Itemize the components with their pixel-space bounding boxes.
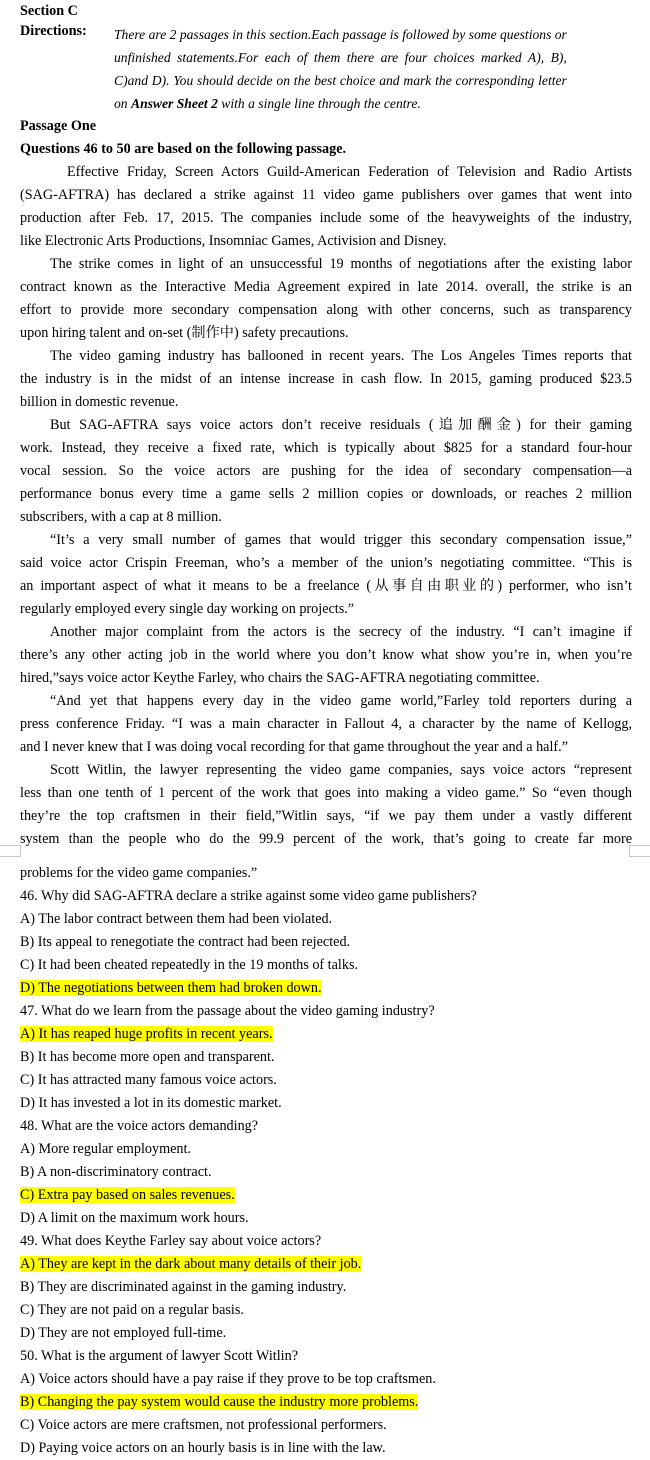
answer-option	[20, 1023, 632, 1046]
option-text: C) Voice actors are mere craftsmen, not professional performers.	[20, 1417, 387, 1433]
passage-line: Effective Friday, Screen Actors Guild-American Federation of Television and Radio Artists	[67, 164, 632, 180]
answer-option	[20, 1368, 632, 1391]
passage-line: upon hiring talent and on-set (制作中) safety precautions.	[20, 325, 349, 341]
directions-line: on Answer Sheet 2 with a single line through the centre.	[114, 96, 421, 111]
answer-option	[20, 1184, 632, 1207]
answer-option	[20, 1069, 632, 1092]
passage-line: billion in domestic revenue.	[20, 394, 179, 410]
option-text: D) They are not employed full-time.	[20, 1325, 227, 1341]
passage-line: said voice actor Crispin Freeman, who’s a member of the union’s negotiating committee. “This is	[20, 555, 632, 571]
option-text: B) It has become more open and transparent.	[20, 1049, 275, 1065]
highlighted-answer: B) Changing the pay system would cause the industry more problems.	[20, 1394, 419, 1410]
answer-option	[20, 1253, 632, 1276]
questions-header: Questions 46 to 50 are based on the following passage.	[20, 141, 347, 157]
question-stem: 49. What does Keythe Farley say about voice actors?	[20, 1233, 322, 1249]
question-list	[20, 885, 632, 1460]
answer-option	[20, 977, 632, 1000]
passage-line: The video gaming industry has ballooned in recent years. The Los Angeles Times reports that	[50, 348, 632, 364]
question-stem: 50. What is the argument of lawyer Scott Witlin?	[20, 1348, 298, 1364]
answer-option	[20, 908, 632, 931]
passage-line: like Electronic Arts Productions, Insomniac Games, Activision and Disney.	[20, 233, 447, 249]
option-text: A) Voice actors should have a pay raise if they prove to be top craftsmen.	[20, 1371, 436, 1387]
passage-line: and I never knew that I was doing vocal recording for that game throughout the year and a half.”	[20, 739, 568, 755]
answer-option	[20, 1276, 632, 1299]
passage-line: less than one tenth of 1 percent of the work that goes into making a video game.” So “even though	[20, 785, 632, 801]
answer-option	[20, 954, 632, 977]
passage-line: system than the people who do the 99.9 percent of the work, that’s going to create far more	[20, 831, 632, 847]
answer-option	[20, 1092, 632, 1115]
answer-option	[20, 1414, 632, 1437]
passage-title: Passage One	[20, 118, 97, 134]
question-stem: 48. What are the voice actors demanding?	[20, 1118, 259, 1134]
directions-line: unfinished statements.For each of them there are four choices marked A), B),	[114, 50, 567, 65]
question-stem: 47. What do we learn from the passage about the video gaming industry?	[20, 1003, 435, 1019]
passage-line: But SAG-AFTRA says voice actors don’t receive residuals (追加酬金) for their gaming	[50, 417, 632, 433]
passage-line: subscribers, with a cap at 8 million.	[20, 509, 222, 525]
highlighted-answer: D) The negotiations between them had broken down.	[20, 980, 322, 996]
passage-line: effort to provide more secondary compensation along with other concerns, such as transparency	[20, 302, 632, 318]
option-text: B) They are discriminated against in the gaming industry.	[20, 1279, 347, 1295]
passage-line: the industry is in the midst of an intense increase in cash flow. In 2015, gaming produced $23.5	[20, 371, 632, 387]
passage-line: an important aspect of what it means to be a freelance (从事自由职业的) performer, who isn’t	[20, 578, 632, 594]
option-text: D) A limit on the maximum work hours.	[20, 1210, 249, 1226]
passage-line: work. Instead, they receive a fixed rate, which is typically about $825 for a standard four-hour	[20, 440, 632, 456]
option-text: A) More regular employment.	[20, 1141, 191, 1157]
question-stem: 46. Why did SAG-AFTRA declare a strike against some video game publishers?	[20, 888, 477, 904]
highlighted-answer: C) Extra pay based on sales revenues.	[20, 1187, 235, 1203]
passage-line: The strike comes in light of an unsuccessful 19 months of negotiations after the existing labor	[50, 256, 632, 272]
answer-option	[20, 1207, 632, 1230]
directions-label: Directions:	[20, 23, 87, 39]
option-text: C) It had been cheated repeatedly in the 19 months of talks.	[20, 957, 359, 973]
option-text: B) Its appeal to renegotiate the contract had been rejected.	[20, 934, 351, 950]
answer-option	[20, 931, 632, 954]
directions-text	[114, 23, 567, 115]
passage-line: hired,”says voice actor Keythe Farley, who chairs the SAG-AFTRA negotiating committee.	[20, 670, 540, 686]
directions-line: C)and D). You should decide on the best choice and mark the corresponding letter	[114, 73, 567, 88]
option-text: C) It has attracted many famous voice actors.	[20, 1072, 277, 1088]
page-break	[0, 845, 650, 857]
answer-option	[20, 1391, 632, 1414]
passage-line: press conference Friday. “I was a main character in Fallout 4, a character by the name of Kellogg,	[20, 716, 632, 732]
passage-line: (SAG-AFTRA) has declared a strike against 11 video game publishers over games that went into	[20, 187, 632, 203]
answer-option	[20, 1322, 632, 1345]
passage-line: Another major complaint from the actors is the secrecy of the industry. “I can’t imagine if	[50, 624, 632, 640]
page-corner-mark	[629, 845, 650, 857]
passage-line: “And yet that happens every day in the video game world,”Farley told reporters during a	[50, 693, 632, 709]
passage-line: problems for the video game companies.”	[20, 865, 258, 881]
page-corner-mark	[0, 845, 21, 857]
passage-line: regularly employed every single day working on projects.”	[20, 601, 355, 617]
passage-line: vocal session. So the voice actors are pushing for the idea of secondary compensation—a	[20, 463, 632, 479]
answer-option	[20, 1138, 632, 1161]
answer-option	[20, 1046, 632, 1069]
passage-line: they’re the top craftsmen in their field,”Witlin says, “if we pay them under a vastly different	[20, 808, 632, 824]
passage-body	[20, 161, 632, 851]
directions-line: There are 2 passages in this section.Each passage is followed by some questions or	[114, 27, 567, 42]
answer-option	[20, 1299, 632, 1322]
highlighted-answer: A) They are kept in the dark about many details of their job.	[20, 1256, 362, 1272]
directions	[20, 23, 632, 115]
answer-option	[20, 1161, 632, 1184]
option-text: A) The labor contract between them had been violated.	[20, 911, 333, 927]
answer-option	[20, 1437, 632, 1460]
passage-line: performance bonus every time a game sells 2 million copies or downloads, or reaches 2 million	[20, 486, 632, 502]
passage-line: there’s any other acting job in the world where you don’t know what show you’re in, when you’re	[20, 647, 632, 663]
answer-sheet-label: Answer Sheet 2	[131, 96, 218, 111]
option-text: C) They are not paid on a regular basis.	[20, 1302, 244, 1318]
passage-line: contract known as the Interactive Media Agreement expired in late 2014. overall, the strike is an	[20, 279, 632, 295]
passage-line: production after Feb. 17, 2015. The companies include some of the heavyweights of the industry,	[20, 210, 632, 226]
section-heading: Section C	[20, 3, 78, 19]
document	[20, 0, 632, 1460]
passage-line: Scott Witlin, the lawyer representing the video game companies, says voice actors “represent	[50, 762, 632, 778]
option-text: D) It has invested a lot in its domestic market.	[20, 1095, 282, 1111]
passage-line: “It’s a very small number of games that would trigger this secondary compensation issue,”	[50, 532, 632, 548]
option-text: B) A non-discriminatory contract.	[20, 1164, 212, 1180]
highlighted-answer: A) It has reaped huge profits in recent years.	[20, 1026, 273, 1042]
option-text: D) Paying voice actors on an hourly basis is in line with the law.	[20, 1440, 386, 1456]
